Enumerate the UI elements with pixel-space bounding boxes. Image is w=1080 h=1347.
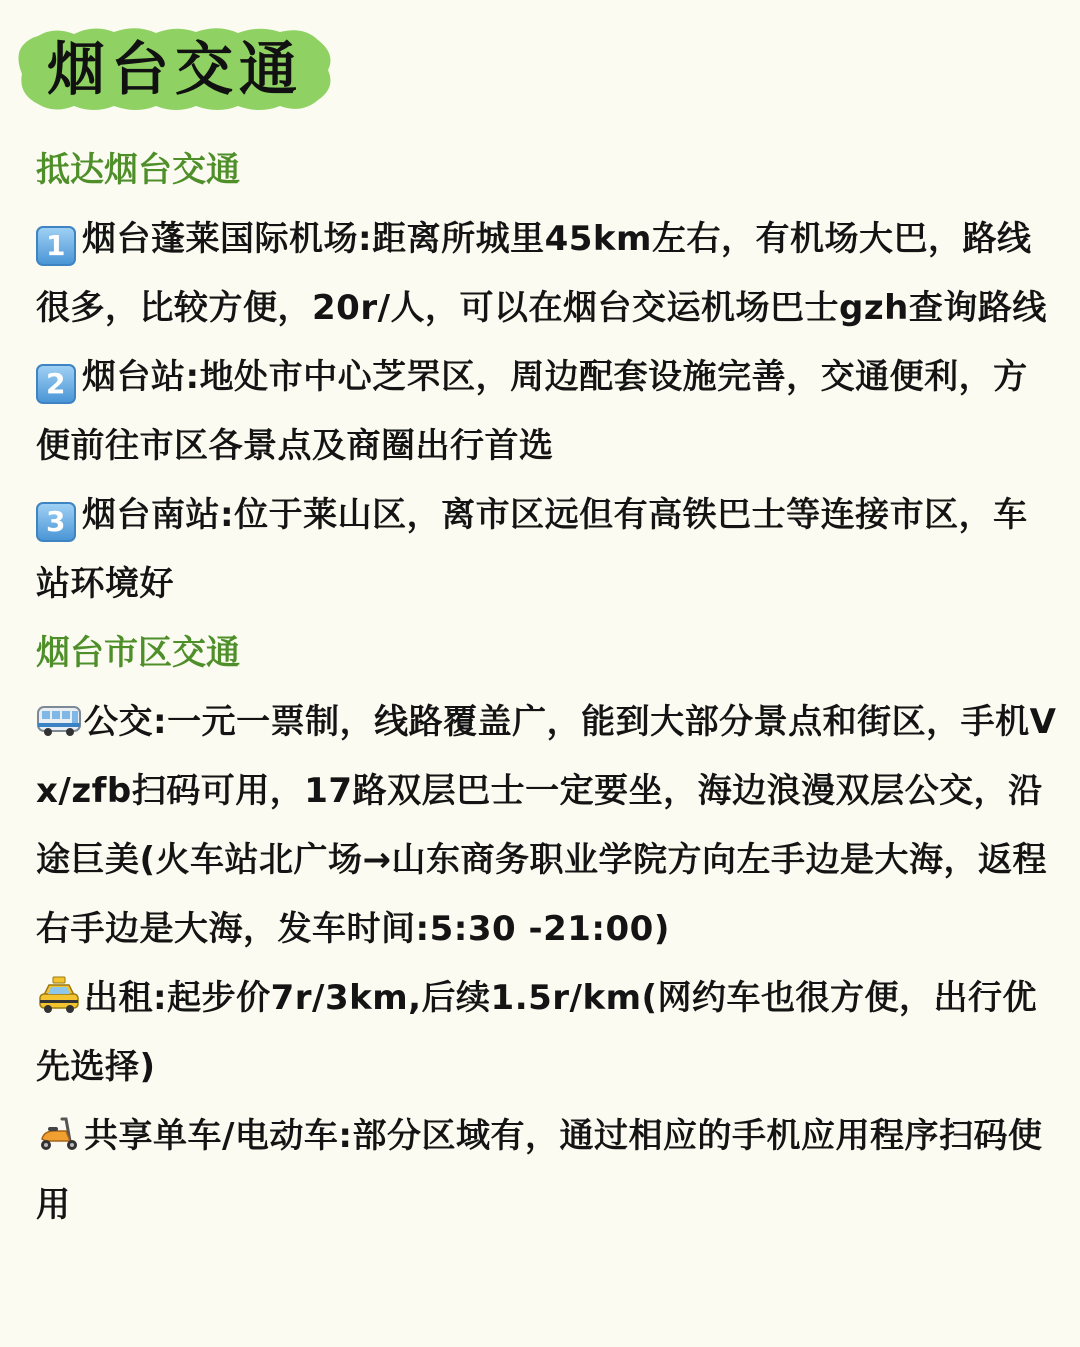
list-item-shared-bike [36,1102,1058,1240]
section-heading-city: 烟台市区交通 [36,633,240,673]
section-heading-arrival: 抵达烟台交通 [36,150,240,190]
title-banner [14,24,336,114]
page-title: 烟台交通 [46,35,303,103]
list-item-airport [36,205,1058,343]
list-item-yantai-station [36,343,1058,481]
item-text: 共享单车/电动车:部分区域有，通过相应的手机应用程序扫码使用 [36,1116,1043,1225]
list-item-taxi [36,964,1058,1102]
scooter-icon [36,1113,82,1153]
keycap-3-icon: 3 [36,502,76,542]
keycap-1-icon: 1 [36,226,76,266]
item-text: 烟台站:地处市中心芝罘区，周边配套设施完善，交通便利，方便前往市区各景点及商圈出行首选 [36,357,1028,466]
item-text: 烟台南站:位于莱山区，离市区远但有高铁巴士等连接市区，车站环境好 [36,495,1028,604]
list-item-bus [36,688,1058,964]
item-text: 烟台蓬莱国际机场:距离所城里45km左右，有机场大巴，路线很多，比较方便，20r/人，可以在烟台交运机场巴士gzh查询路线 [36,219,1047,328]
content-body [36,136,1058,1240]
list-item-yantai-south-station [36,481,1058,619]
bus-icon [36,699,82,739]
taxi-icon [36,975,82,1015]
keycap-2-icon: 2 [36,364,76,404]
item-text: 公交:一元一票制，线路覆盖广，能到大部分景点和街区，手机Vx/zfb扫码可用，17路双层巴士一定要坐，海边浪漫双层公交，沿途巨美(火车站北广场→山东商务职业学院方向左手边是大海，返程右手边是大海，发车时间:5:30 -21:00) [36,702,1057,949]
item-text: 出租:起步价7r/3km,后续1.5r/km(网约车也很方便，出行优先选择) [36,978,1038,1087]
